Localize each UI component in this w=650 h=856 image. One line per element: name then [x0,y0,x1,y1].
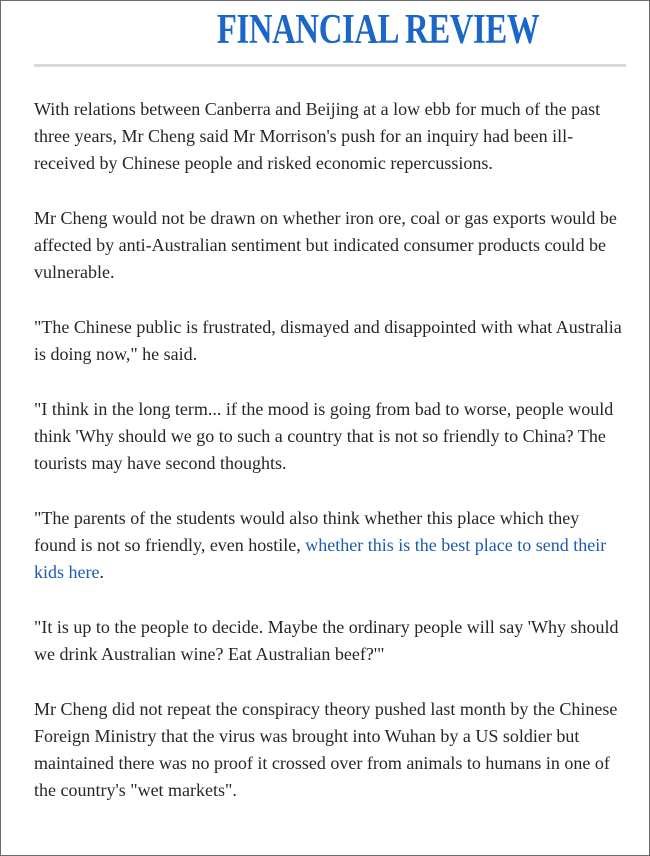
article-paragraph-1: With relations between Canberra and Beijing at a low ebb for much of the past three years, Mr Cheng said Mr Morrison's push for an inquiry had been ill-received by Chinese people and risked economic repercussions. [34,99,601,173]
article-paragraph-5 [34,505,624,586]
article-paragraph-2: Mr Cheng would not be drawn on whether iron ore, coal or gas exports would be affected by anti-Australian sentiment but indicated consumer products could be vulnerable. [34,208,617,282]
header-divider [34,64,626,67]
article-paragraph-6: "It is up to the people to decide. Maybe the ordinary people will say 'Why should we drink Australian wine? Eat Australian beef?'" [34,617,619,664]
publication-logo[interactable]: FINANCIAL REVIEW [216,7,539,53]
article-paragraph-7: Mr Cheng did not repeat the conspiracy theory pushed last month by the Chinese Foreign Ministry that the virus was brought into Wuhan by a US soldier but maintained there was no proof it crossed over from animals to humans in one of the country's "wet markets". [34,699,618,800]
article-body [34,96,624,832]
masthead [1,7,649,55]
paragraph-5-end: . [99,562,104,582]
article-paragraph-4: "I think in the long term... if the mood is going from bad to worse, people would think 'Why should we go to such a country that is not so friendly to China? The tourists may have second thoughts. [34,399,614,473]
best-place-link[interactable]: whether this is the best place to send their kids here [34,535,607,582]
article-paragraph-3: "The Chinese public is frustrated, dismayed and disappointed with what Australia is doing now," he said. [34,317,622,364]
paragraph-5-text: "The parents of the students would also think whether this place which they found is not so friendly, even hostile, [34,508,580,555]
